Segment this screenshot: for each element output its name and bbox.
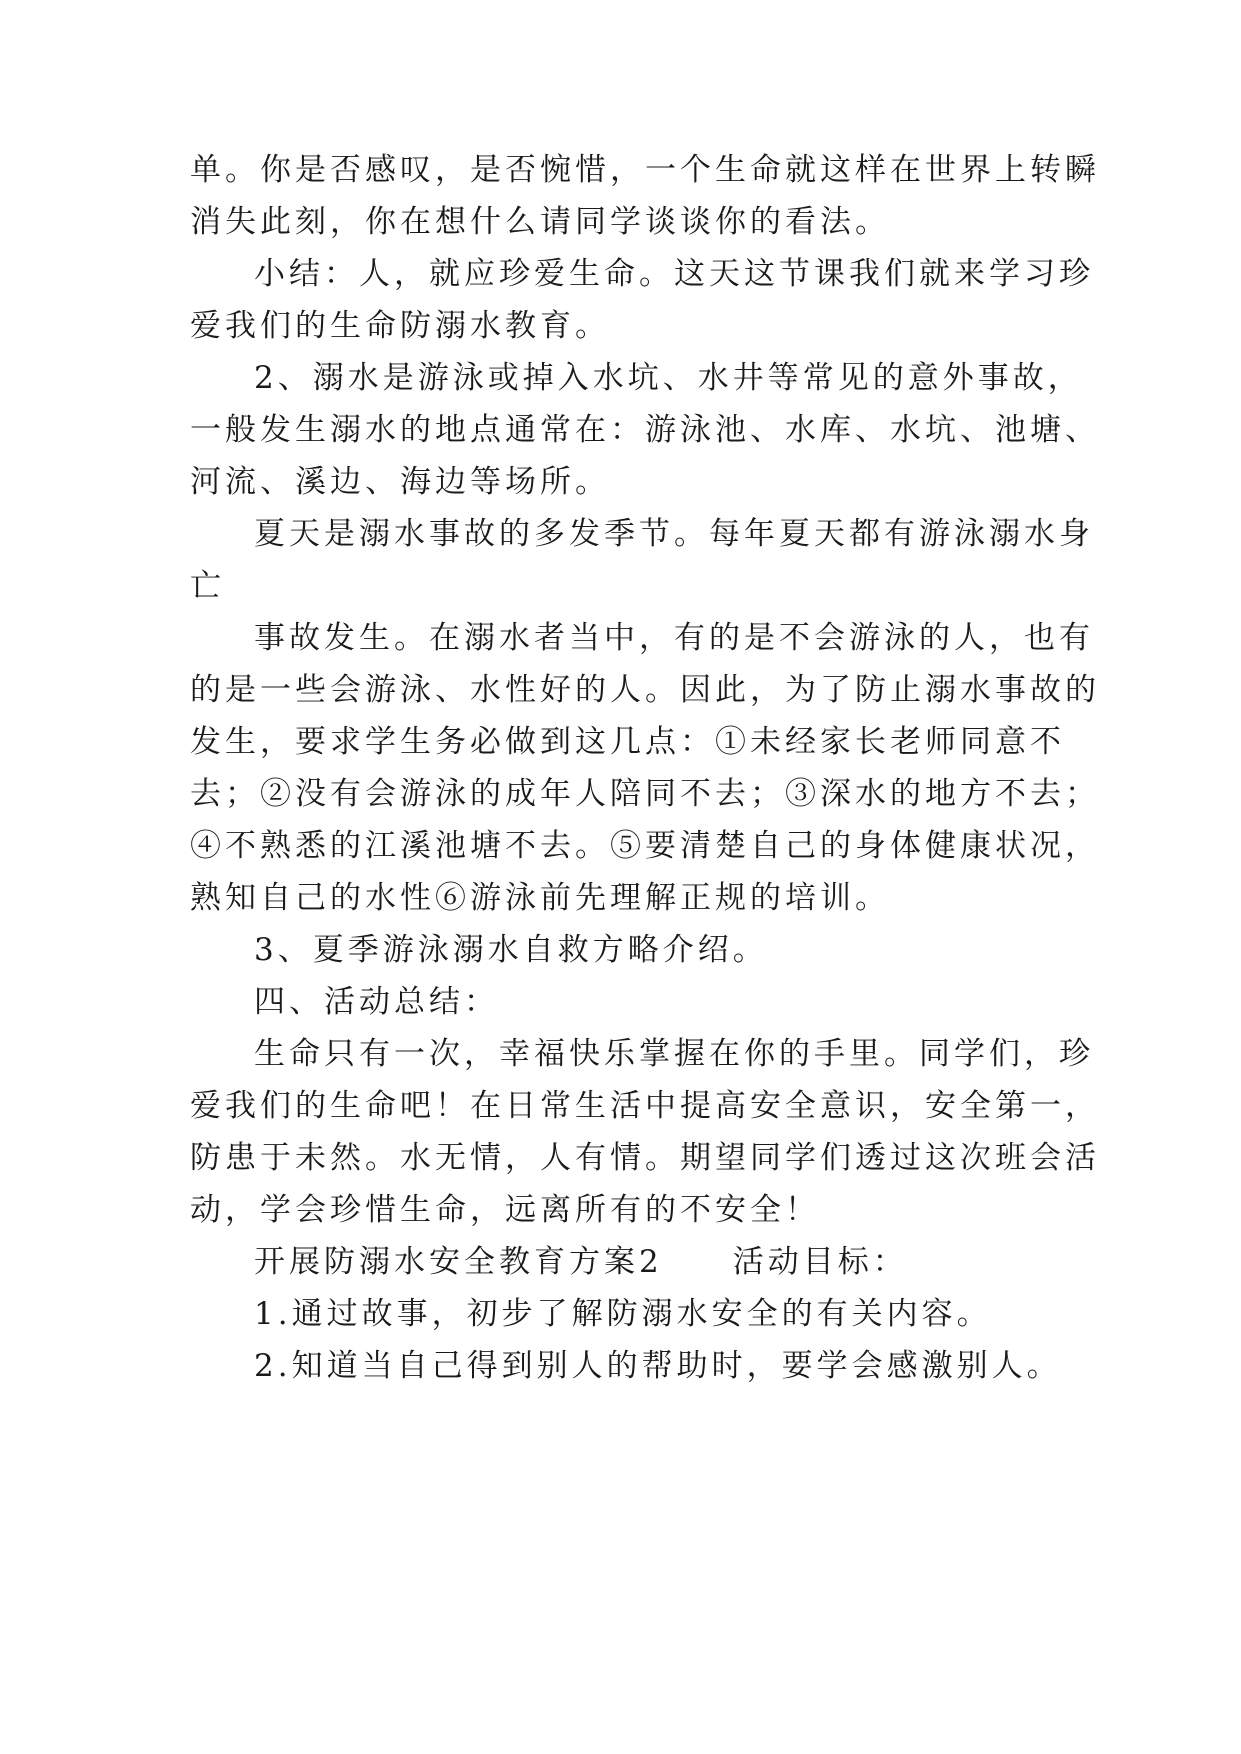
text-line: 发生，要求学生务必做到这几点：①未经家长老师同意不 (190, 724, 1065, 760)
text-line: 去；②没有会游泳的成年人陪同不去；③深水的地方不去； (190, 776, 1100, 812)
text-line: 消失此刻，你在想什么请同学谈谈你的看法。 (190, 204, 890, 240)
text-line: 爱我们的生命防溺水教育。 (190, 308, 610, 344)
text-line: 防患于未然。水无情，人有情。期望同学们透过这次班会活 (190, 1140, 1100, 1176)
text-line: 2、溺水是游泳或掉入水坑、水井等常见的意外事故， (254, 360, 1083, 396)
text-line: 2.知道当自己得到别人的帮助时，要学会感激别人。 (254, 1348, 1062, 1384)
text-line: 一般发生溺水的地点通常在：游泳池、水库、水坑、池塘、 (190, 412, 1100, 448)
text-line: 3、夏季游泳溺水自救方略介绍。 (254, 932, 768, 968)
text-line: 亡 (190, 568, 225, 604)
text-line: 动，学会珍惜生命，远离所有的不安全！ (190, 1192, 820, 1228)
text-line: 事故发生。在溺水者当中，有的是不会游泳的人，也有 (254, 620, 1094, 656)
text-line: 开展防溺水安全教育方案2 活动目标： (254, 1244, 908, 1280)
text-line: 夏天是溺水事故的多发季节。每年夏天都有游泳溺水身 (254, 516, 1094, 552)
text-line: 河流、溪边、海边等场所。 (190, 464, 610, 500)
text-line: 小结：人，就应珍爱生命。这天这节课我们就来学习珍 (254, 256, 1094, 292)
text-line: 熟知自己的水性⑥游泳前先理解正规的培训。 (190, 880, 890, 916)
text-line: 1.通过故事，初步了解防溺水安全的有关内容。 (254, 1296, 992, 1332)
text-line: 爱我们的生命吧！在日常生活中提高安全意识，安全第一， (190, 1088, 1100, 1124)
text-line: 的是一些会游泳、水性好的人。因此，为了防止溺水事故的 (190, 672, 1100, 708)
text-line: 四、活动总结： (254, 984, 499, 1020)
text-line: ④不熟悉的江溪池塘不去。⑤要清楚自己的身体健康状况， (190, 828, 1100, 864)
text-line: 生命只有一次，幸福快乐掌握在你的手里。同学们，珍 (254, 1036, 1094, 1072)
text-line: 单。你是否感叹，是否惋惜，一个生命就这样在世界上转瞬 (190, 152, 1100, 188)
